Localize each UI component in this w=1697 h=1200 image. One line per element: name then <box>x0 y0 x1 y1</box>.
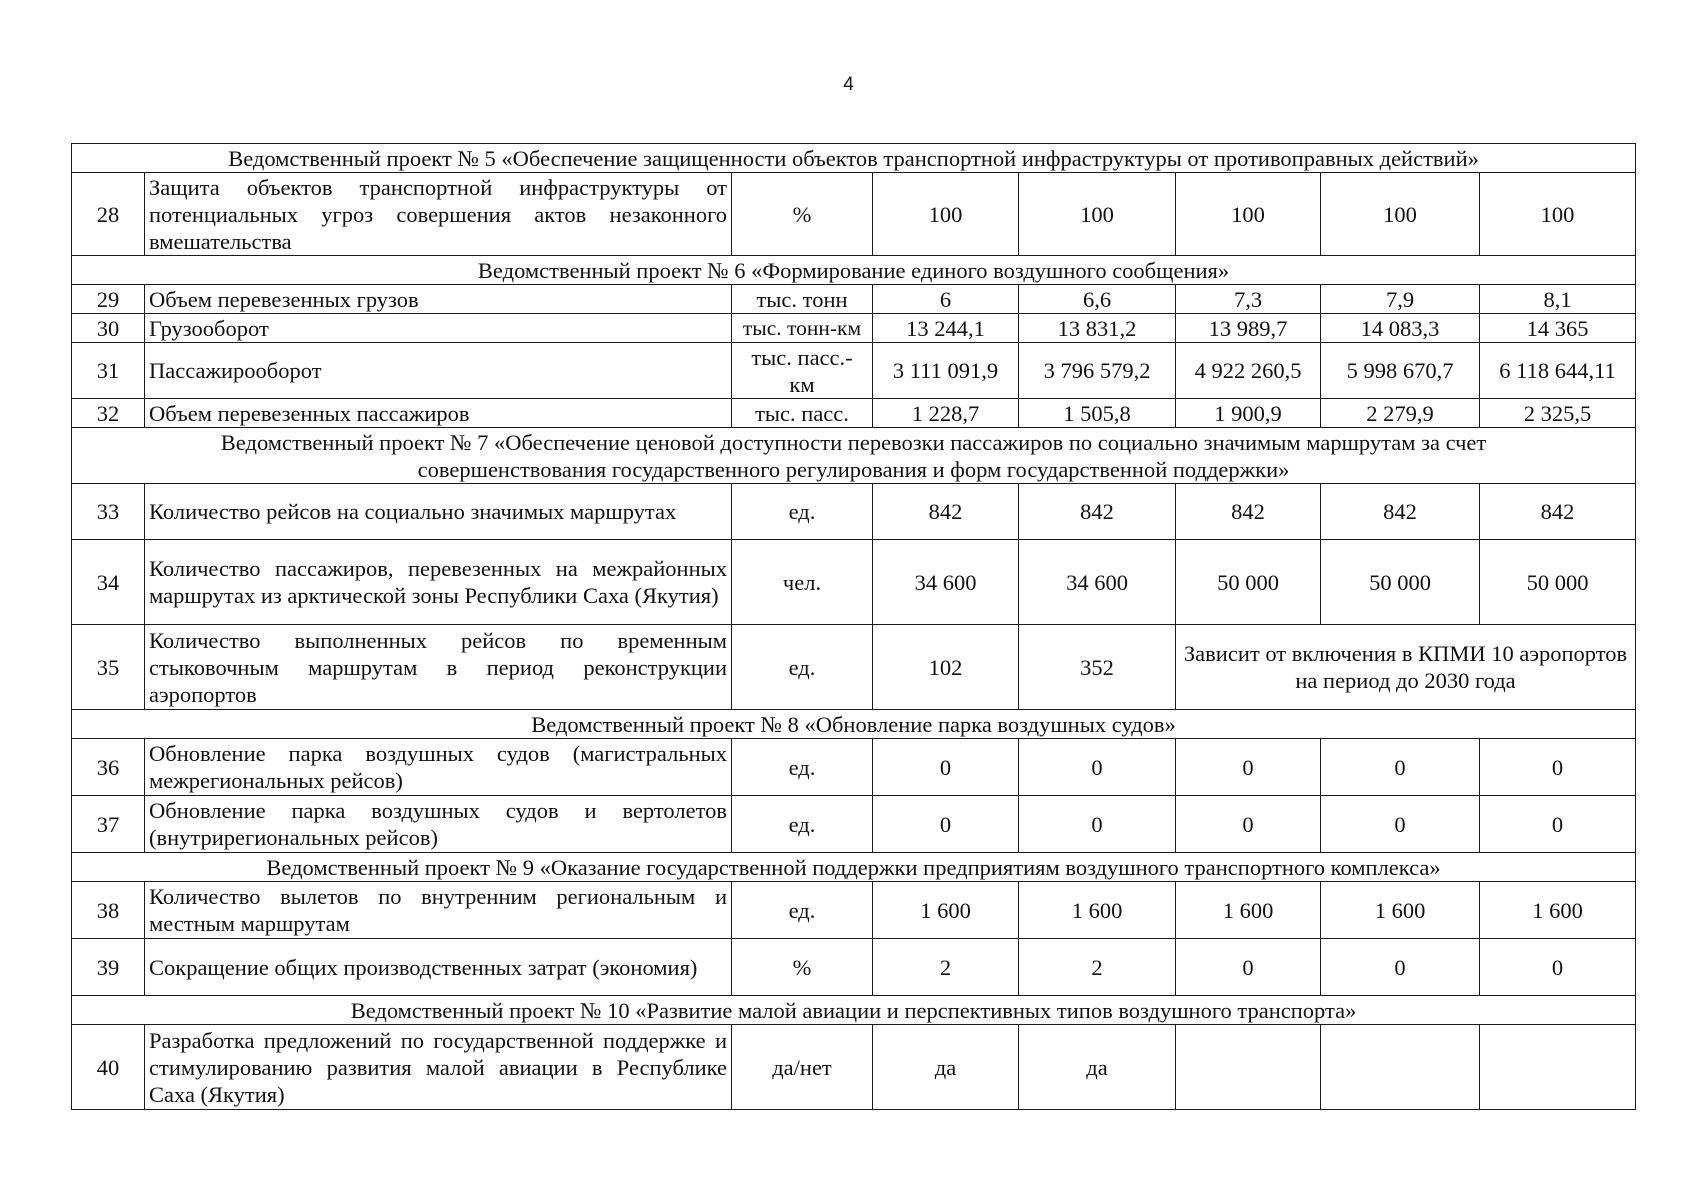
row-number: 29 <box>72 285 145 314</box>
indicator-name: Разработка предложений по государственной поддержке и стимулированию развития малой авиации в Республике Саха (Якутия) <box>145 1025 732 1110</box>
section-title: Ведомственный проект № 5 «Обеспечение защищенности объектов транспортной инфраструктуры от противоправных действий» <box>72 144 1636 173</box>
value-cell: 1 600 <box>1321 882 1480 939</box>
value-cell: 1 900,9 <box>1176 399 1321 428</box>
value-cell: 34 600 <box>1019 540 1176 625</box>
table-row <box>72 314 1636 343</box>
value-cell: 0 <box>873 739 1019 796</box>
value-cell: 0 <box>1480 739 1636 796</box>
value-cell: 7,3 <box>1176 285 1321 314</box>
merged-note-cell: Зависит от включения в КПМИ 10 аэропортов на период до 2030 года <box>1176 625 1636 710</box>
section-title: Ведомственный проект № 8 «Обновление парка воздушных судов» <box>72 710 1636 739</box>
value-cell: 0 <box>873 796 1019 853</box>
section-row <box>72 996 1636 1025</box>
table-row <box>72 625 1636 710</box>
row-number: 39 <box>72 939 145 996</box>
unit-cell: ед. <box>732 739 873 796</box>
value-cell: 0 <box>1019 796 1176 853</box>
unit-cell: тыс. пасс. <box>732 399 873 428</box>
value-cell: 1 600 <box>1176 882 1321 939</box>
row-number: 40 <box>72 1025 145 1110</box>
unit-cell: да/нет <box>732 1025 873 1110</box>
value-cell: 13 989,7 <box>1176 314 1321 343</box>
value-cell: 5 998 670,7 <box>1321 343 1480 399</box>
unit-cell: ед. <box>732 882 873 939</box>
unit-cell: тыс. тонн <box>732 285 873 314</box>
value-cell: 100 <box>1019 173 1176 256</box>
value-cell <box>1321 1025 1480 1110</box>
table-row <box>72 939 1636 996</box>
value-cell: 0 <box>1480 939 1636 996</box>
value-cell: 50 000 <box>1321 540 1480 625</box>
value-cell: 0 <box>1176 796 1321 853</box>
row-number: 35 <box>72 625 145 710</box>
indicator-name: Количество рейсов на социально значимых маршрутах <box>145 484 732 540</box>
value-cell: 100 <box>1176 173 1321 256</box>
indicator-name: Объем перевезенных пассажиров <box>145 399 732 428</box>
indicators-table <box>71 143 1636 1110</box>
value-cell: 6 <box>873 285 1019 314</box>
section-row <box>72 853 1636 882</box>
value-cell: 1 228,7 <box>873 399 1019 428</box>
value-cell <box>1480 1025 1636 1110</box>
unit-cell: % <box>732 939 873 996</box>
section-title: Ведомственный проект № 6 «Формирование единого воздушного сообщения» <box>72 256 1636 285</box>
value-cell: 14 083,3 <box>1321 314 1480 343</box>
table-row <box>72 343 1636 399</box>
indicator-name: Обновление парка воздушных судов (магистральных межрегиональных рейсов) <box>145 739 732 796</box>
unit-cell: ед. <box>732 625 873 710</box>
value-cell: 100 <box>873 173 1019 256</box>
table-row <box>72 882 1636 939</box>
indicator-name: Пассажирооборот <box>145 343 732 399</box>
row-number: 38 <box>72 882 145 939</box>
value-cell: 13 244,1 <box>873 314 1019 343</box>
value-cell: 842 <box>1176 484 1321 540</box>
value-cell: 1 505,8 <box>1019 399 1176 428</box>
value-cell: 2 <box>873 939 1019 996</box>
value-cell: 4 922 260,5 <box>1176 343 1321 399</box>
indicator-name: Количество вылетов по внутренним региональным и местным маршрутам <box>145 882 732 939</box>
indicator-name: Грузооборот <box>145 314 732 343</box>
table-row <box>72 540 1636 625</box>
section-title: Ведомственный проект № 10 «Развитие малой авиации и перспективных типов воздушного транспорта» <box>72 996 1636 1025</box>
value-cell: 0 <box>1176 739 1321 796</box>
unit-cell: ед. <box>732 484 873 540</box>
value-cell: да <box>873 1025 1019 1110</box>
value-cell: 1 600 <box>873 882 1019 939</box>
value-cell: да <box>1019 1025 1176 1110</box>
table-row <box>72 1025 1636 1110</box>
value-cell: 102 <box>873 625 1019 710</box>
page-number: 4 <box>843 74 854 95</box>
value-cell: 50 000 <box>1480 540 1636 625</box>
row-number: 33 <box>72 484 145 540</box>
indicator-name: Защита объектов транспортной инфраструктуры от потенциальных угроз совершения актов незаконного вмешательства <box>145 173 732 256</box>
indicator-name: Сокращение общих производственных затрат (экономия) <box>145 939 732 996</box>
table-row <box>72 739 1636 796</box>
value-cell: 100 <box>1480 173 1636 256</box>
value-cell: 0 <box>1176 939 1321 996</box>
value-cell: 0 <box>1321 739 1480 796</box>
value-cell: 0 <box>1321 796 1480 853</box>
value-cell: 1 600 <box>1480 882 1636 939</box>
unit-cell: % <box>732 173 873 256</box>
table-row <box>72 173 1636 256</box>
section-row <box>72 710 1636 739</box>
value-cell: 842 <box>1480 484 1636 540</box>
section-row <box>72 256 1636 285</box>
section-title: Ведомственный проект № 9 «Оказание государственной поддержки предприятиям воздушного транспортного комплекса» <box>72 853 1636 882</box>
value-cell: 100 <box>1321 173 1480 256</box>
value-cell: 842 <box>1019 484 1176 540</box>
value-cell: 3 111 091,9 <box>873 343 1019 399</box>
table-row <box>72 796 1636 853</box>
value-cell: 2 325,5 <box>1480 399 1636 428</box>
value-cell: 14 365 <box>1480 314 1636 343</box>
value-cell: 842 <box>1321 484 1480 540</box>
value-cell: 3 796 579,2 <box>1019 343 1176 399</box>
value-cell: 6,6 <box>1019 285 1176 314</box>
value-cell: 50 000 <box>1176 540 1321 625</box>
row-number: 37 <box>72 796 145 853</box>
value-cell: 842 <box>873 484 1019 540</box>
indicator-name: Объем перевезенных грузов <box>145 285 732 314</box>
indicator-name: Количество пассажиров, перевезенных на межрайонных маршрутах из арктической зоны Республики Саха (Якутия) <box>145 540 732 625</box>
row-number: 36 <box>72 739 145 796</box>
indicator-name: Количество выполненных рейсов по временным стыковочным маршрутам в период реконструкции аэропортов <box>145 625 732 710</box>
unit-cell: чел. <box>732 540 873 625</box>
value-cell: 0 <box>1019 739 1176 796</box>
indicator-name: Обновление парка воздушных судов и вертолетов (внутрирегиональных рейсов) <box>145 796 732 853</box>
value-cell: 2 <box>1019 939 1176 996</box>
value-cell: 0 <box>1321 939 1480 996</box>
section-title: Ведомственный проект № 7 «Обеспечение ценовой доступности перевозки пассажиров по социально значимым маршрутам за счет совершенствования государственного регулирования и форм государственной поддержки» <box>72 428 1636 484</box>
table-row <box>72 285 1636 314</box>
row-number: 34 <box>72 540 145 625</box>
row-number: 30 <box>72 314 145 343</box>
unit-cell: ед. <box>732 796 873 853</box>
unit-cell: тыс. пасс.-км <box>732 343 873 399</box>
value-cell: 6 118 644,11 <box>1480 343 1636 399</box>
section-row <box>72 144 1636 173</box>
value-cell: 8,1 <box>1480 285 1636 314</box>
value-cell: 34 600 <box>873 540 1019 625</box>
value-cell <box>1176 1025 1321 1110</box>
value-cell: 13 831,2 <box>1019 314 1176 343</box>
value-cell: 0 <box>1480 796 1636 853</box>
value-cell: 2 279,9 <box>1321 399 1480 428</box>
table-row <box>72 484 1636 540</box>
section-row <box>72 428 1636 484</box>
row-number: 28 <box>72 173 145 256</box>
value-cell: 7,9 <box>1321 285 1480 314</box>
row-number: 32 <box>72 399 145 428</box>
unit-cell: тыс. тонн-км <box>732 314 873 343</box>
row-number: 31 <box>72 343 145 399</box>
table-row <box>72 399 1636 428</box>
value-cell: 1 600 <box>1019 882 1176 939</box>
value-cell: 352 <box>1019 625 1176 710</box>
